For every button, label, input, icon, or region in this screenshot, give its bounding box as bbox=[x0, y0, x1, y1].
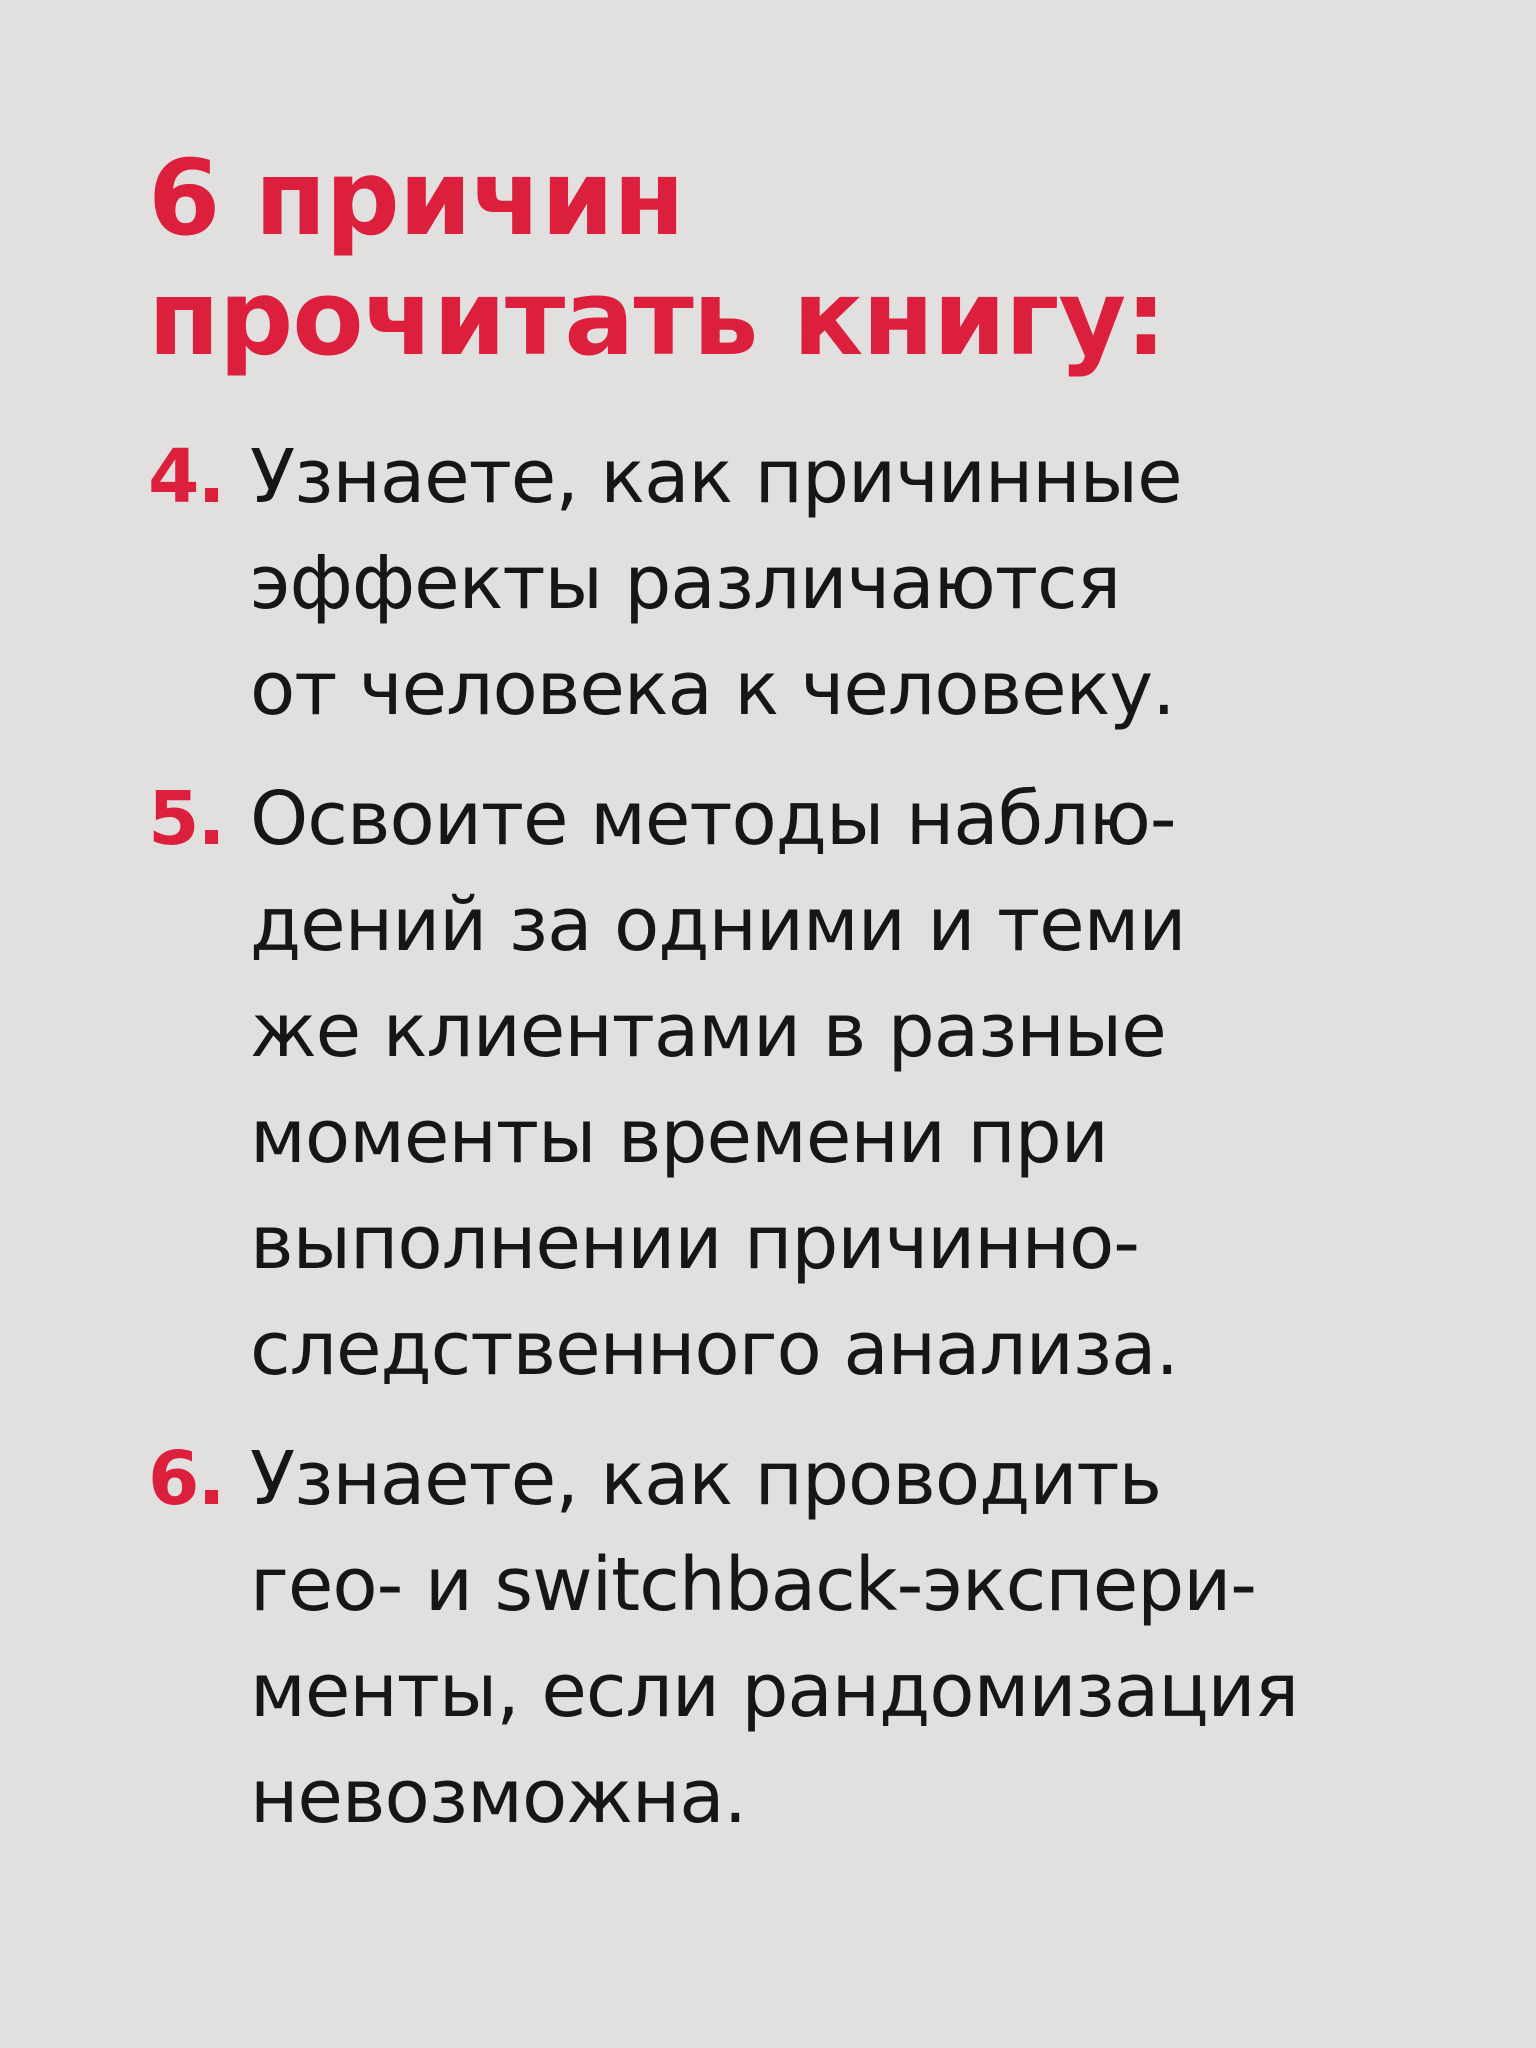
reason-6-line-4: невозможна. bbox=[250, 1754, 747, 1840]
reason-number-4: 4. bbox=[148, 434, 224, 520]
reason-4-line-1: Узнаете, как причинные bbox=[250, 434, 1182, 520]
page-title-line-1: 6 причин bbox=[148, 137, 684, 259]
reason-5-line-6: следственного анализа. bbox=[250, 1306, 1179, 1392]
reason-5-line-3: же клиентами в разные bbox=[250, 988, 1166, 1074]
reason-6-line-1: Узнаете, как проводить bbox=[250, 1436, 1162, 1522]
reason-4-line-2: эффекты различаются bbox=[250, 540, 1121, 626]
reason-5-line-2: дений за одними и теми bbox=[250, 882, 1186, 968]
reason-text-6 bbox=[250, 1426, 1450, 1850]
reason-4-line-3: от человека к человеку. bbox=[250, 646, 1175, 732]
reason-5-line-4: моменты времени при bbox=[250, 1094, 1108, 1180]
page-title-line-2: прочитать книгу: bbox=[148, 257, 1166, 379]
page-title bbox=[148, 138, 1166, 378]
reason-number-5: 5. bbox=[148, 776, 224, 862]
reason-6-line-2: гео- и switchback-экспери- bbox=[250, 1542, 1256, 1628]
reason-number-6: 6. bbox=[148, 1436, 224, 1522]
reason-text-5 bbox=[250, 766, 1450, 1402]
reason-5-line-5: выполнении причинно- bbox=[250, 1200, 1139, 1286]
reason-text-4 bbox=[250, 424, 1450, 742]
reason-6-line-3: менты, если рандомизация bbox=[250, 1648, 1299, 1734]
reason-5-line-1: Освоите методы наблю- bbox=[250, 776, 1176, 862]
